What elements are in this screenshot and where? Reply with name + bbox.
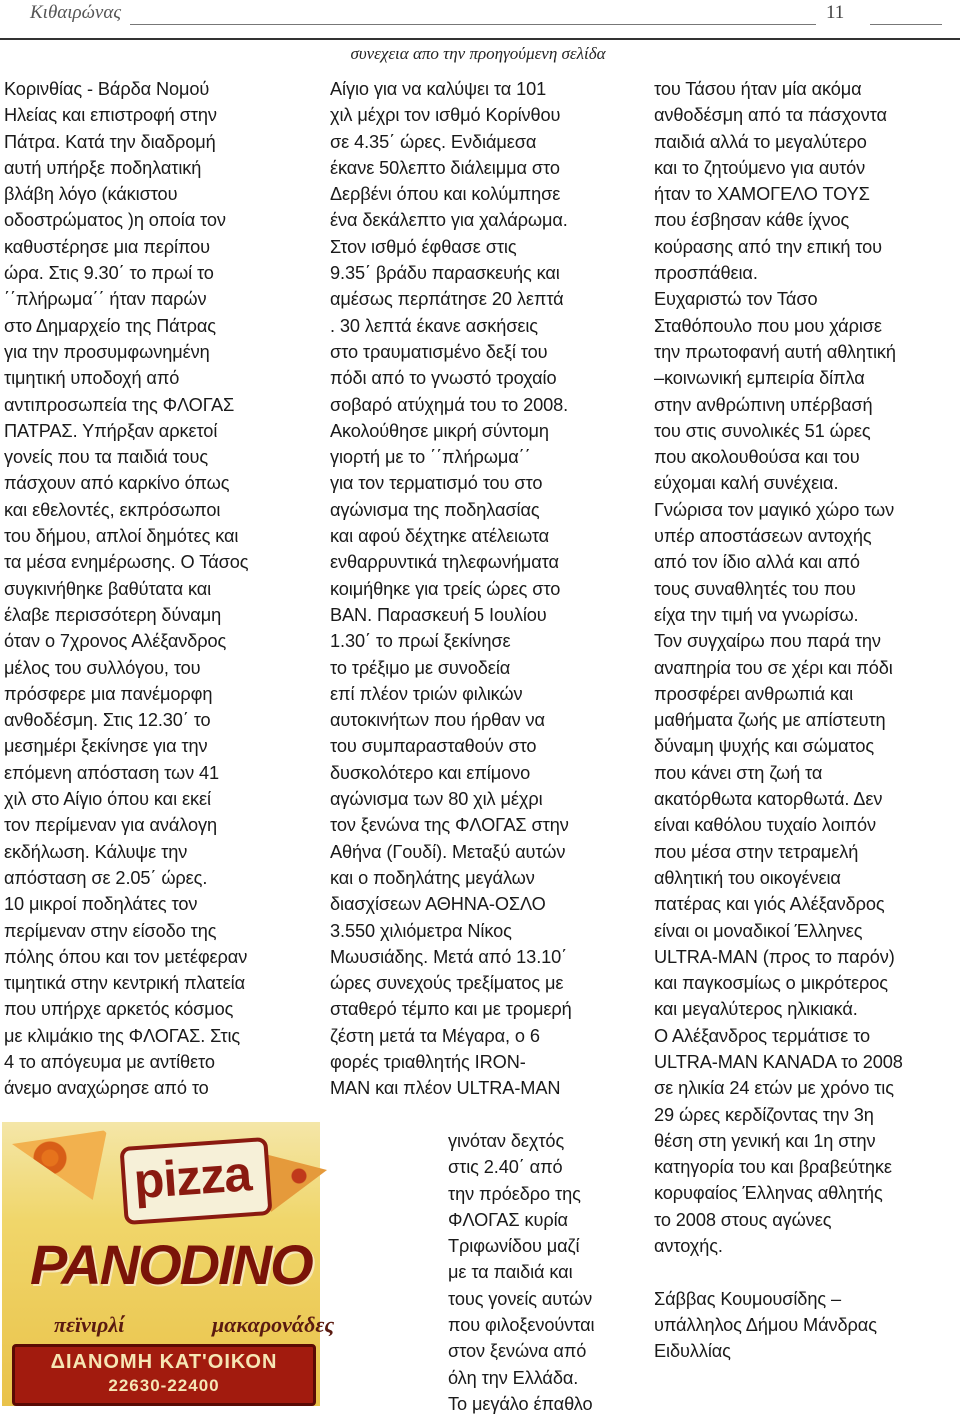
text-line: πάσχουν από καρκίνο όπως bbox=[4, 473, 230, 494]
text-line: ζέστη μετά τα Μέγαρα, ο 6 bbox=[330, 1025, 540, 1046]
text-line: την πρωτοφανή αυτή αθλητική bbox=[654, 341, 896, 362]
continued-note: συνεχεια απο την προηγούμενη σελίδα bbox=[350, 44, 606, 63]
ad-right-item: μακαρονάδες bbox=[212, 1312, 335, 1337]
text-line: στις 2.40΄ από bbox=[448, 1157, 563, 1178]
text-line: έλαβε περισσότερη δύναμη bbox=[4, 604, 222, 625]
text-line: και παγκοσμίως ο μικρότερος bbox=[654, 973, 888, 994]
pizza-sign bbox=[119, 1137, 272, 1225]
text-line: χιλ στο Αίγιο όπου και εκεί bbox=[4, 789, 211, 810]
text-line: MAN και πλέον ULTRA-MAN bbox=[330, 1078, 561, 1099]
text-line: τα μέσα ενημέρωσης. Ο Τάσος bbox=[4, 552, 249, 573]
text-line: βλάβη λόγο (κάκιστου bbox=[4, 184, 178, 205]
text-line: παιδιά αλλά το μεγαλύτερο bbox=[654, 131, 867, 152]
text-line: που φιλοξενούνται bbox=[448, 1315, 595, 1336]
page-number: 11 bbox=[826, 2, 845, 23]
text-line: σε ηλικία 24 ετών με χρόνο τις bbox=[654, 1078, 894, 1099]
text-line: 1.30΄ το πρωί ξεκίνησε bbox=[330, 631, 511, 652]
text-line: ώρα. Στις 9.30΄ το πρωί το bbox=[4, 263, 214, 284]
text-line: αγώνισμα της ποδηλασίας bbox=[330, 499, 540, 520]
text-line: τους γονείς αυτών bbox=[448, 1288, 593, 1309]
text-line: αυτοκινήτων που ήρθαν να bbox=[330, 710, 545, 731]
text-line: οδοστρώματος )η οποία τον bbox=[4, 210, 226, 231]
header-title: Κιθαιρώνας bbox=[30, 2, 122, 23]
text-line bbox=[654, 1259, 958, 1285]
text-line: εκδήλωση. Κάλυψε την bbox=[4, 841, 188, 862]
text-line: αντιπροσωπεία της ΦΛΟΓΑΣ bbox=[4, 394, 235, 415]
text-line: προσπάθεια. bbox=[654, 263, 758, 284]
text-line: σοβαρό ατύχημά του το 2008. bbox=[330, 394, 569, 415]
text-line: που κάνει στη ζωή τα bbox=[654, 762, 823, 783]
text-line: γονείς που τα παιδιά τους bbox=[4, 447, 209, 468]
text-line: που υπήρχε αρκετός κόσμος bbox=[4, 999, 234, 1020]
text-line: εύχομαι καλή συνέχεια. bbox=[654, 473, 839, 494]
text-line: υπέρ αποστάσεων αντοχής bbox=[654, 526, 872, 547]
text-line: μαθήματα ζωής με απίστευτη bbox=[654, 710, 886, 731]
text-line: είχα την τιμή να γνωρίσω. bbox=[654, 604, 859, 625]
text-line: Ειδυλλίας bbox=[654, 1341, 731, 1362]
text-line: 3.550 χιλιόμετρα Νίκος bbox=[330, 920, 512, 941]
text-line: πόδι από το γνωστό τροχαίο bbox=[330, 368, 557, 389]
text-line: αθλητική του οικογένεια bbox=[654, 867, 841, 888]
text-line: αντοχής. bbox=[654, 1236, 723, 1257]
text-line: κούρασης από την επική του bbox=[654, 236, 882, 257]
text-line: Ηλείας και επιστροφή στην bbox=[4, 105, 217, 126]
text-line: Το μεγάλο έπαθλο bbox=[448, 1393, 593, 1414]
text-line: ανθοδέσμη από τα πάσχοντα bbox=[654, 105, 887, 126]
text-line: τους συναθλητές του που bbox=[654, 578, 856, 599]
text-line: για τον τερματισμό του στο bbox=[330, 473, 543, 494]
text-line: αυτή υπήρξε ποδηλατική bbox=[4, 157, 202, 178]
text-line: 4 το απόγευμα με αντίθετο bbox=[4, 1051, 215, 1072]
text-line: ΠΑΤΡΑΣ. Υπήρξαν αρκετοί bbox=[4, 420, 218, 441]
text-line: ΦΛΟΓΑΣ κυρία bbox=[448, 1209, 568, 1230]
text-line: ενθαρρυντικά τηλεφωνήματα bbox=[330, 552, 559, 573]
text-line: Δερβένι όπου και κολύμπησε bbox=[330, 184, 561, 205]
text-line: του στις συνολικές 51 ώρες bbox=[654, 420, 871, 441]
text-line: και εθελοντές, εκπρόσωποι bbox=[4, 499, 221, 520]
text-line: και αφού δέχτηκε ατέλειωτα bbox=[330, 526, 550, 547]
text-line: 10 μικροί ποδηλάτες τον bbox=[4, 894, 198, 915]
ad-phone-number: 22630-22400 bbox=[108, 1376, 220, 1395]
text-line: όταν ο 7χρονος Αλέξανδρος bbox=[4, 631, 227, 652]
text-line: στο τραυματισμένο δεξί του bbox=[330, 341, 548, 362]
text-line: συγκινήθηκε βαθύτατα και bbox=[4, 578, 212, 599]
text-line: μεσημέρι ξεκίνησε για την bbox=[4, 736, 208, 757]
text-line: όλη την Ελλάδα. bbox=[448, 1367, 579, 1388]
text-line: άνεμο αναχώρησε από το bbox=[4, 1078, 209, 1099]
text-line: ULTRA-MAN KANADA το 2008 bbox=[654, 1051, 903, 1072]
text-line: περίμεναν στην είσοδο της bbox=[4, 920, 217, 941]
text-line: Ακολούθησε μικρή σύντομη bbox=[330, 420, 549, 441]
text-line: επί πλέον τριών φιλικών bbox=[330, 683, 523, 704]
text-line: σε 4.35΄ ώρες. Ενδιάμεσα bbox=[330, 131, 537, 152]
text-line: 9.35΄ βράδυ παρασκευής και bbox=[330, 263, 560, 284]
text-line: στο Δημαρχείο της Πάτρας bbox=[4, 315, 216, 336]
text-line: καθυστέρησε μια περίπου bbox=[4, 236, 210, 257]
text-line: που ακολουθούσα και του bbox=[654, 447, 860, 468]
text-line: διασχίσεων ΑΘΗΝΑ-ΟΣΛΟ bbox=[330, 894, 546, 915]
text-line: γινόταν δεχτός bbox=[448, 1131, 565, 1151]
text-line: πόλης όπου και τον μετέφεραν bbox=[4, 946, 248, 967]
article-column-2-continued bbox=[448, 1128, 638, 1417]
header-rule-right bbox=[870, 24, 942, 25]
text-line: ΄΄πλήρωμα΄΄ ήταν παρών bbox=[4, 289, 207, 310]
pizza-word: pizza bbox=[131, 1145, 253, 1210]
article-column-2 bbox=[330, 76, 640, 1102]
text-line: από τον ίδιο αλλά και από bbox=[654, 552, 860, 573]
text-line: κατηγορία του και βραβεύτηκε bbox=[654, 1157, 892, 1178]
text-line: του δήμου, απλοί δημότες και bbox=[4, 526, 239, 547]
text-line: Ευχαριστώ τον Τάσο bbox=[654, 289, 818, 310]
text-line: και το ζητούμενο για αυτόν bbox=[654, 157, 866, 178]
text-line: επόμενη απόσταση των 41 bbox=[4, 762, 220, 783]
text-line: Στον ισθμό έφθασε στις bbox=[330, 236, 517, 257]
text-line: του Τάσου ήταν μία ακόμα bbox=[654, 79, 862, 99]
text-line: αμέσως περπάτησε 20 λεπτά bbox=[330, 289, 564, 310]
text-line: Ο Αλέξανδρος τερμάτισε το bbox=[654, 1025, 870, 1046]
text-line: μέλος του συλλόγου, του bbox=[4, 657, 201, 678]
text-line: δύναμη ψυχής και σώματος bbox=[654, 736, 875, 757]
text-line: αναπηρία του σε χέρι και πόδι bbox=[654, 657, 893, 678]
header-rule-left bbox=[130, 24, 816, 25]
text-line: το τρέξιμο με συνοδεία bbox=[330, 657, 511, 678]
text-line: Τριφωνίδου μαζί bbox=[448, 1236, 580, 1257]
text-line: σταθερό τέμπο και με τρομερή bbox=[330, 999, 572, 1020]
text-line: ακατόρθωτα κατορθωτά. Δεν bbox=[654, 789, 883, 810]
text-line: που έσβησαν κάθε ίχνος bbox=[654, 210, 850, 231]
text-line: κοιμήθηκε για τρείς ώρες στο bbox=[330, 578, 561, 599]
text-line: του συμπαρασταθούν στο bbox=[330, 736, 537, 757]
pizza-advertisement bbox=[2, 1122, 335, 1406]
text-line: υπάλληλος Δήμου Μάνδρας bbox=[654, 1314, 877, 1335]
text-line: αγώνισμα των 80 χιλ μέχρι bbox=[330, 789, 543, 810]
text-line: δυσκολότερο και επίμονο bbox=[330, 762, 531, 783]
text-line: Μωυσιάδης. Μετά από 13.10΄ bbox=[330, 946, 568, 967]
text-line: και μεγαλύτερος ηλικιακά. bbox=[654, 999, 858, 1020]
text-line: είναι οι μοναδικοί Έλληνες bbox=[654, 920, 863, 941]
ad-delivery-text: ΔΙΑΝΟΜΗ ΚΑΤ'ΟΙΚΟΝ bbox=[50, 1351, 278, 1373]
text-line: απόσταση σε 2.05΄ ώρες. bbox=[4, 867, 208, 888]
text-line: τον ξενώνα της ΦΛΟΓΑΣ στην bbox=[330, 815, 569, 836]
text-line: προσφέρει ανθρωπιά και bbox=[654, 683, 854, 704]
text-line: Πάτρα. Κατά την διαδρομή bbox=[4, 131, 216, 152]
pizza-slice-image bbox=[12, 1130, 107, 1200]
text-line: ένα δεκάλεπτο για χαλάρωμα. bbox=[330, 210, 568, 231]
text-line: Σταθόπουλο που μου χάρισε bbox=[654, 315, 882, 336]
text-line: είναι καθόλου τυχαίο λοιπόν bbox=[654, 815, 876, 836]
text-line: πρόσφερε μια πανέμορφη bbox=[4, 683, 213, 704]
text-line: 29 ώρες κερδίζοντας την 3η bbox=[654, 1104, 874, 1125]
text-line: για την προσυμφωνημένη bbox=[4, 341, 210, 362]
text-line: ΒΑΝ. Παρασκευή 5 Ιουλίου bbox=[330, 604, 547, 625]
text-line: Αθήνα (Γουδί). Μεταξύ αυτών bbox=[330, 841, 566, 862]
text-line: Αίγιο για να καλύψει τα 101 bbox=[330, 79, 547, 99]
text-line: ULTRA-MAN (προς το παρόν) bbox=[654, 946, 895, 967]
ad-delivery-banner bbox=[12, 1344, 316, 1406]
text-line: με τα παιδιά και bbox=[448, 1262, 573, 1283]
text-line: και ο ποδηλάτης μεγάλων bbox=[330, 867, 535, 888]
text-line: στον ξενώνα από bbox=[448, 1341, 587, 1362]
text-line: που μέσα στην τετραμελή bbox=[654, 841, 859, 862]
text-line: κορυφαίος Έλληνας αθλητής bbox=[654, 1183, 883, 1204]
article-column-3 bbox=[654, 76, 958, 1365]
text-line: έκανε 50λεπτο διάλειμμα στο bbox=[330, 157, 560, 178]
text-line: Τον συγχαίρω που παρά την bbox=[654, 631, 881, 652]
text-line: τιμητικά στην κεντρική πλατεία bbox=[4, 973, 246, 994]
text-line: φορές τριαθλητής IRON- bbox=[330, 1051, 526, 1072]
text-line: . 30 λεπτά έκανε ασκήσεις bbox=[330, 315, 538, 336]
text-line: πατέρας και γιός Αλέξανδρος bbox=[654, 894, 885, 915]
text-line: χιλ μέχρι τον ισθμό Κορίνθου bbox=[330, 105, 561, 126]
text-line: Σάββας Κουμουσίδης – bbox=[654, 1288, 841, 1309]
text-line: με κλιμάκιο της ΦΛΟΓΑΣ. Στις bbox=[4, 1025, 241, 1046]
text-line: –κοινωνική εμπειρία δίπλα bbox=[654, 368, 865, 389]
article-column-1 bbox=[4, 76, 309, 1102]
text-line: ανθοδέσμη. Στις 12.30΄ το bbox=[4, 710, 211, 731]
text-line: τον περίμεναν για ανάλογη bbox=[4, 815, 218, 836]
text-line: Γνώρισα τον μαγικό χώρο των bbox=[654, 499, 895, 520]
text-line: ώρες συνεχούς τρεξίματος με bbox=[330, 973, 564, 994]
text-line: τιμητική υποδοχή από bbox=[4, 368, 180, 389]
ad-brand-name: PANODINO bbox=[30, 1233, 312, 1296]
text-line: την πρόεδρο της bbox=[448, 1183, 581, 1204]
ad-left-item: πεϊνιρλί bbox=[54, 1312, 125, 1337]
text-line: στην ανθρώπινη υπέρβασή bbox=[654, 394, 873, 415]
text-line: το 2008 στους αγώνες bbox=[654, 1209, 832, 1230]
text-line: θέση στη γενική και 1η στην bbox=[654, 1130, 876, 1151]
header-divider bbox=[0, 38, 960, 40]
text-line: γιορτή με το ΄΄πλήρωμα΄΄ bbox=[330, 447, 531, 468]
text-line: Κορινθίας - Βάρδα Νομού bbox=[4, 79, 210, 99]
text-line: ήταν το ΧΑΜΟΓΕΛΟ ΤΟΥΣ bbox=[654, 184, 870, 205]
